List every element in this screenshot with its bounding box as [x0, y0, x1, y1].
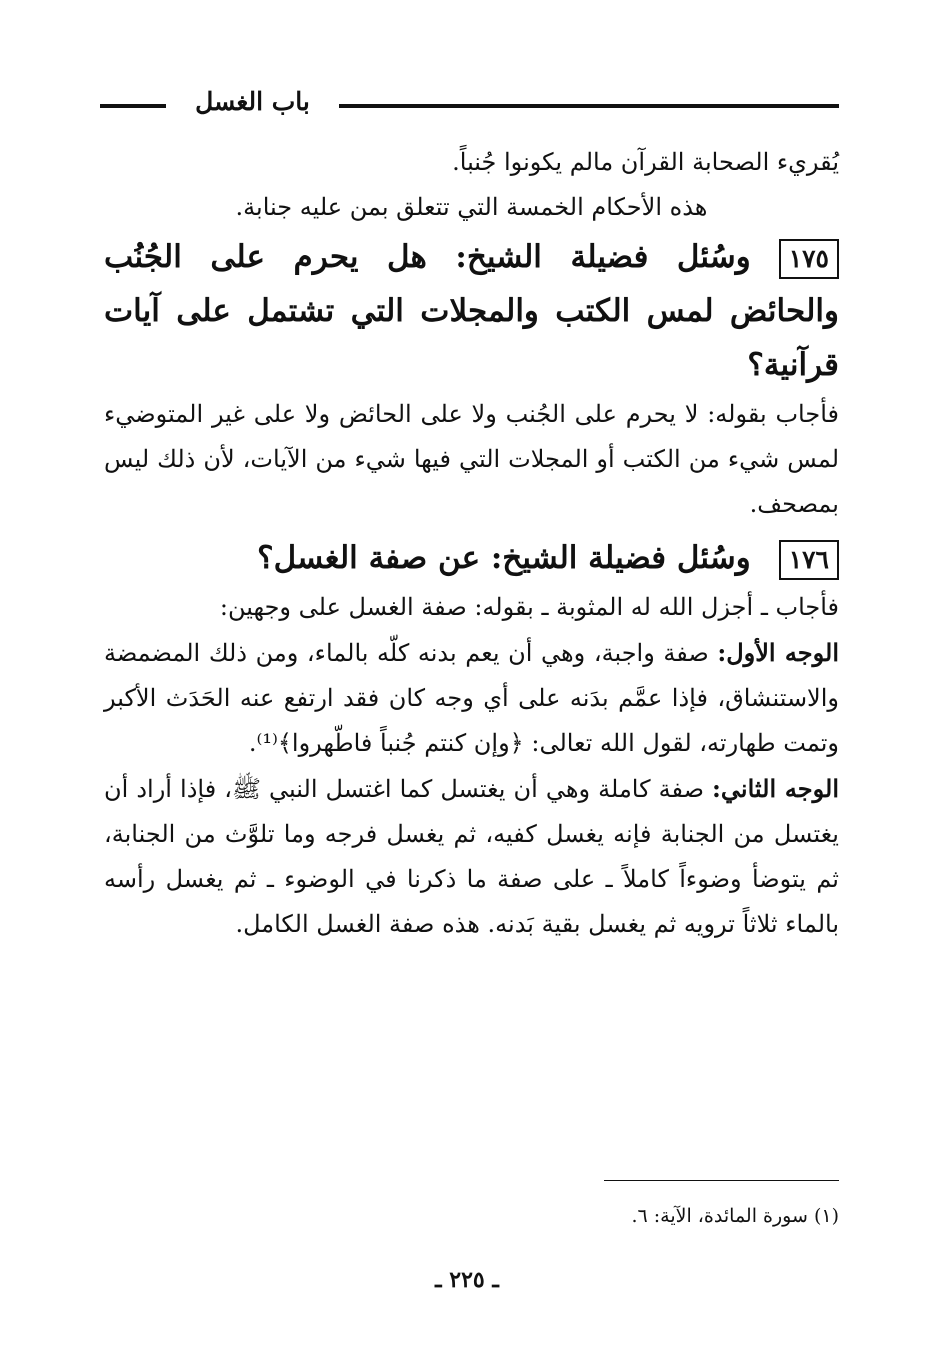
answer-176-intro: فأجاب ـ أجزل الله له المثوبة ـ بقوله: صفة الغسل على وجهين:: [219, 593, 839, 621]
paragraph-2: هذه الأحكام الخمسة التي تتعلق بمن عليه جنابة.: [235, 193, 708, 221]
question-175: [104, 230, 839, 392]
first-aspect-label: الوجه الأول:: [717, 638, 839, 667]
header-rule-right: [339, 104, 839, 108]
question-175-text: وسُئل فضيلة الشيخ: هل يحرم على الجُنُب والحائض لمس الكتب والمجلات التي تشتمل على آيات قرآنية؟: [104, 239, 839, 383]
page-body: [104, 140, 839, 947]
question-176: [104, 531, 839, 585]
first-aspect-text: صفة واجبة، وهي أن يعم بدنه كلّه بالماء، ومن ذلك المضمضة والاستنشاق، فإذا عمَّم بدَنه على أي وجه كان فقد ارتفع عنه الحَدَث الأكبر وتمت طهارته، لقول الله تعالى: ﴿وإن كنتم جُنباً فاطّهروا﴾⁽¹⁾.: [104, 639, 839, 757]
footnote: (١) سورة المائدة، الآية: ٦.: [631, 1205, 839, 1227]
second-aspect-text: صفة كاملة وهي أن يغتسل كما اغتسل النبي ﷺ، فإذا أراد أن يغتسل من الجنابة فإنه يغسل كفيه، ثم يغسل فرجه وما تلوَّث من الجنابة، ثم يتوضأ وضوءاً كاملاً ـ على صفة ما ذكرنا في الوضوء ـ ثم يغسل رأسه بالماء ثلاثاً ترويه ثم يغسل بقية بَدنه. هذه صفة الغسل الكامل.: [104, 775, 839, 938]
second-aspect: [104, 766, 839, 947]
footnote-divider: [604, 1180, 839, 1181]
header-rule-left: [100, 104, 166, 108]
running-header: [100, 82, 839, 122]
answer-175: فأجاب بقوله: لا يحرم على الجُنب ولا على الحائض ولا على غير المتوضيء لمس شيء من الكتب أو المجلات التي فيها شيء من الآيات، لأن ذلك ليس بمصحف.: [104, 400, 840, 518]
question-number-176: ١٧٦: [779, 540, 839, 580]
second-aspect-label: الوجه الثاني:: [712, 774, 839, 803]
chapter-title: باب الغسل: [195, 87, 310, 116]
question-176-text: وسُئل فضيلة الشيخ: عن صفة الغسل؟: [257, 540, 751, 576]
page-number: ـ ٢٢٥ ـ: [435, 1267, 499, 1293]
paragraph-1: يُقريء الصحابة القرآن مالم يكونوا جُنباً.: [452, 148, 839, 176]
question-number-175: ١٧٥: [779, 239, 839, 279]
first-aspect: [104, 630, 839, 766]
